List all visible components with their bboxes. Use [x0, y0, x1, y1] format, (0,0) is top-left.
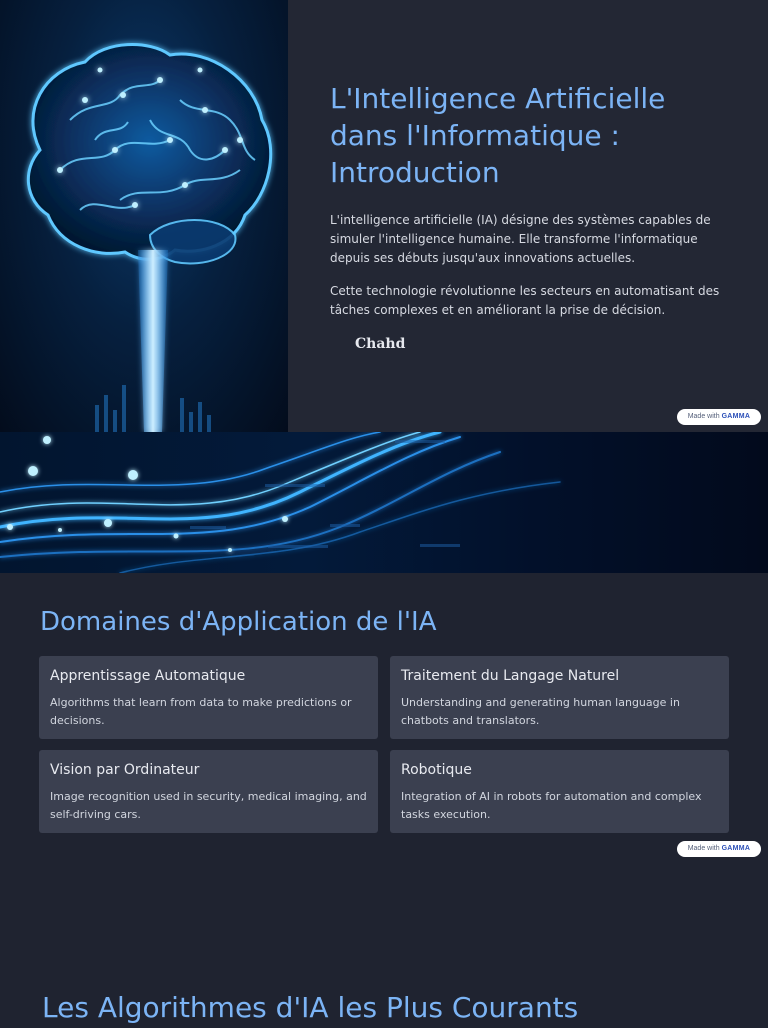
algorithms-title: Les Algorithmes d'IA les Plus Courants	[42, 991, 579, 1024]
gamma-logo: GAMMA	[721, 413, 751, 420]
applications-title: Domaines d'Application de l'IA	[40, 607, 437, 637]
author-name: Chahd	[355, 336, 406, 352]
slide-title: L'Intelligence Artificielle dans l'Informatique : Introduction	[330, 82, 666, 189]
application-card-machine-learning	[39, 656, 378, 739]
data-waves-banner	[0, 432, 768, 573]
card-title: Apprentissage Automatique	[50, 668, 246, 684]
intro-paragraph: L'intelligence artificielle (IA) désigne des systèmes capables de simuler l'intelligence humaine. Elle transforme l'informatique depuis ses débuts jusqu'aux innovations actuelles.	[330, 213, 711, 265]
card-description: Understanding and generating human language in chatbots and translators.	[401, 696, 680, 727]
card-description: Integration of AI in robots for automation and complex tasks execution.	[401, 790, 702, 821]
made-with-gamma-badge[interactable]	[677, 409, 761, 425]
card-description: Image recognition used in security, medical imaging, and self-driving cars.	[50, 790, 367, 821]
title-slide-content	[330, 80, 730, 354]
card-title: Robotique	[401, 762, 472, 778]
made-with-gamma-badge[interactable]	[677, 841, 761, 857]
gamma-logo: GAMMA	[721, 845, 751, 852]
card-title: Traitement du Langage Naturel	[401, 668, 620, 684]
impact-paragraph: Cette technologie révolutionne les secteurs en automatisant des tâches complexes et en améliorant la prise de décision.	[330, 284, 720, 317]
application-card-robotics	[390, 750, 729, 833]
title-slide	[0, 0, 768, 432]
brain-illustration	[0, 0, 288, 432]
card-description: Algorithms that learn from data to make predictions or decisions.	[50, 696, 352, 727]
application-card-nlp	[390, 656, 729, 739]
card-title: Vision par Ordinateur	[50, 762, 200, 778]
badge-prefix: Made with	[687, 845, 720, 852]
application-card-computer-vision	[39, 750, 378, 833]
badge-prefix: Made with	[687, 413, 720, 420]
